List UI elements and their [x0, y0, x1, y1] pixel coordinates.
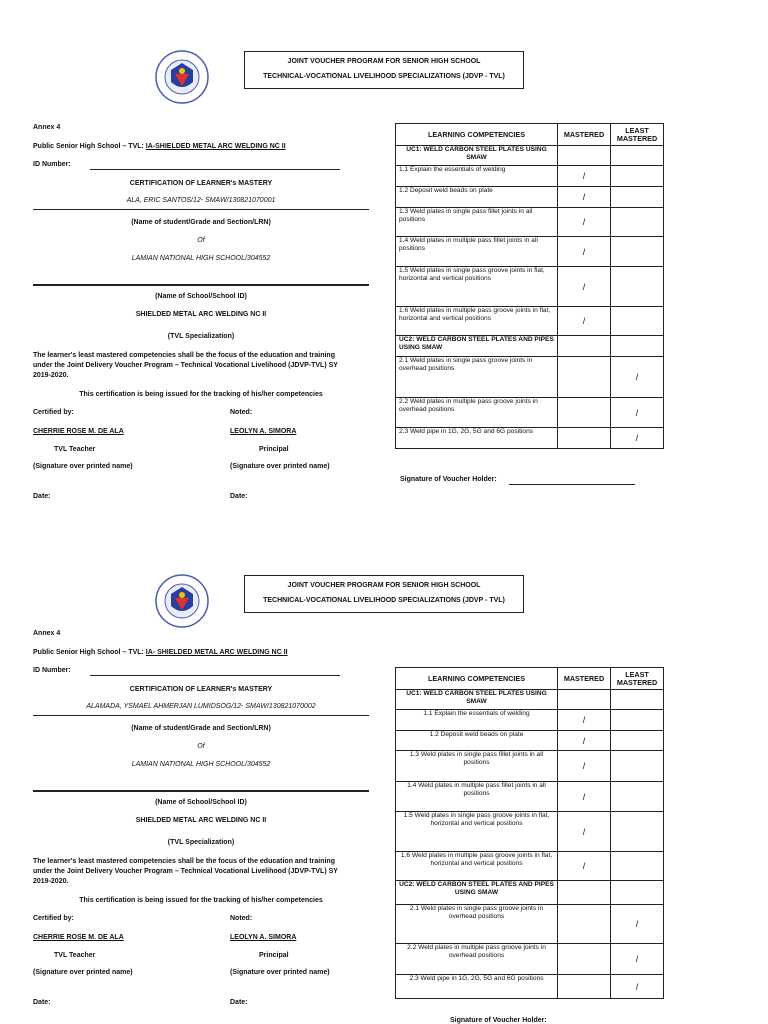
program-title-line1: JOINT VOUCHER PROGRAM FOR SENIOR HIGH SCHOOL	[287, 582, 481, 589]
teacher-date-label: Date:	[33, 999, 51, 1006]
competency-row: 1.5 Weld plates in single pass groove joints in flat, horizontal and vertical positions	[396, 267, 558, 307]
school-line	[33, 790, 369, 792]
teacher-role: TVL Teacher	[54, 952, 96, 959]
least-mastered-check: /	[611, 975, 664, 999]
least-mastered-check: /	[611, 357, 664, 398]
annex-label: Annex 4	[33, 124, 61, 131]
annex-label: Annex 4	[33, 630, 61, 637]
competency-row: 2.1 Weld plates in single pass groove joints in overhead positions	[396, 357, 558, 398]
student-name: ALAMADA, YSMAEL AHMERJAN LUMIDSOG/12- SMAW/130821070002	[86, 703, 316, 710]
id-number-label: ID Number:	[33, 667, 71, 674]
specialization-name: SHIELDED METAL ARC WELDING NC II	[135, 817, 267, 824]
least-mastered-check: /	[611, 398, 664, 428]
competency-row: 2.3 Weld pipe in 1G, 2G, 5G and 6G positions	[396, 975, 558, 999]
competency-row: 1.3 Weld plates in single pass fillet joints in all positions	[396, 751, 558, 782]
specialization-caption: (TVL Specialization)	[167, 333, 235, 340]
teacher-sig-caption: (Signature over printed name)	[33, 969, 133, 976]
col-mastered: MASTERED	[558, 668, 611, 690]
tracking-paragraph: This certification is being issued for the tracking of his/her competencies	[79, 897, 323, 904]
competency-row: 2.2 Weld plates in multiple pass groove joints in overhead positions	[396, 398, 558, 428]
noted-label: Noted:	[230, 409, 253, 416]
competency-row: 1.4 Weld plates in multiple pass fillet joints in all positions	[396, 237, 558, 267]
principal-sig-caption: (Signature over printed name)	[230, 463, 330, 470]
competency-row: 1.1 Explain the essentials of welding	[396, 710, 558, 731]
school-name: LAMIAN NATIONAL HIGH SCHOOL/304552	[131, 761, 271, 768]
col-least-mastered: LEAST MASTERED	[611, 668, 664, 690]
school-caption: (Name of School/School ID)	[155, 799, 247, 806]
program-title-line2: TECHNICAL-VOCATIONAL LIVELIHOOD SPECIALIZATIONS (JDVP - TVL)	[263, 597, 505, 604]
principal-role: Principal	[259, 952, 289, 959]
uc1-header: UC1: WELD CARBON STEEL PLATES USING SMAW	[396, 146, 558, 166]
uc1-header: UC1: WELD CARBON STEEL PLATES USING SMAW	[396, 690, 558, 710]
col-mastered: MASTERED	[558, 124, 611, 146]
cert-title: CERTIFICATION OF LEARNER's MASTERY	[129, 180, 273, 187]
competency-row: 1.3 Weld plates in single pass fillet joints in all positions	[396, 208, 558, 237]
teacher-sig-caption: (Signature over printed name)	[33, 463, 133, 470]
col-competencies: LEARNING COMPETENCIES	[396, 124, 558, 146]
student-name: ALA, ERIC SANTOS/12- SMAW/130821070001	[126, 197, 276, 204]
competency-row: 1.6 Weld plates in multiple pass groove joints in flat, horizontal and vertical positions	[396, 307, 558, 336]
principal-date-label: Date:	[230, 999, 248, 1006]
mastered-check: /	[558, 852, 611, 881]
student-line	[33, 715, 369, 716]
school-name: LAMIAN NATIONAL HIGH SCHOOL/304552	[131, 255, 271, 262]
mastered-check: /	[558, 187, 611, 208]
specialization-name: SHIELDED METAL ARC WELDING NC II	[135, 311, 267, 318]
teacher-date-label: Date:	[33, 493, 51, 500]
school-caption: (Name of School/School ID)	[155, 293, 247, 300]
name-caption: (Name of student/Grade and Section/LRN)	[131, 219, 271, 226]
voucher-holder-signature	[450, 1017, 547, 1024]
competency-row: 2.3 Weld pipe in 1G, 2G, 5G and 6G positions	[396, 428, 558, 449]
id-number-label: ID Number:	[33, 161, 71, 168]
tracking-paragraph: This certification is being issued for the tracking of his/her competencies	[79, 391, 323, 398]
competency-row: 1.6 Weld plates in multiple pass groove joints in flat, horizontal and vertical positions	[396, 852, 558, 881]
principal-name: LEOLYN A. SIMORA	[230, 934, 297, 941]
deped-seal-icon	[155, 574, 209, 628]
mastered-check: /	[558, 812, 611, 852]
mastered-check: /	[558, 307, 611, 336]
specialization-link: IA- SHIELDED METAL ARC WELDING NC II	[145, 649, 288, 656]
mastered-check: /	[558, 782, 611, 812]
principal-date-label: Date:	[230, 493, 248, 500]
competency-row: 1.1 Explain the essentials of welding	[396, 166, 558, 187]
teacher-name: CHERRIE ROSE M. DE ALA	[33, 428, 124, 435]
certified-by-label: Certified by:	[33, 915, 74, 922]
specialization-caption: (TVL Specialization)	[167, 839, 235, 846]
competency-row: 2.2 Weld plates in multiple pass groove joints in overhead positions	[396, 944, 558, 975]
col-least-mastered: LEAST MASTERED	[611, 124, 664, 146]
voucher-sig-label: Signature of Voucher Holder:	[400, 476, 497, 483]
mastered-check: /	[558, 731, 611, 751]
school-prefix: Public Senior High School – TVL:	[33, 143, 146, 150]
competency-row: 1.2 Deposit weld beads on plate	[396, 187, 558, 208]
focus-paragraph: The learner's least mastered competencies shall be the focus of the education and training under the Joint Delivery Voucher Program – Technical Vocational Livelihood (JDVP-TVL) SY 2019-2020.	[33, 858, 338, 885]
certified-by-label: Certified by:	[33, 409, 74, 416]
mastered-check: /	[558, 208, 611, 237]
teacher-role: TVL Teacher	[54, 446, 96, 453]
teacher-name: CHERRIE ROSE M. DE ALA	[33, 934, 124, 941]
of-label: Of	[197, 237, 205, 244]
competency-row: 1.5 Weld plates in single pass groove joints in flat, horizontal and vertical positions	[396, 812, 558, 852]
principal-sig-caption: (Signature over printed name)	[230, 969, 330, 976]
of-label: Of	[197, 743, 205, 750]
principal-role: Principal	[259, 446, 289, 453]
focus-paragraph: The learner's least mastered competencies shall be the focus of the education and training under the Joint Delivery Voucher Program – Technical Vocational Livelihood (JDVP-TVL) SY 2019-2020.	[33, 352, 338, 379]
least-mastered-check: /	[611, 428, 664, 449]
cert-title: CERTIFICATION OF LEARNER's MASTERY	[129, 686, 273, 693]
program-title-line1: JOINT VOUCHER PROGRAM FOR SENIOR HIGH SCHOOL	[287, 58, 481, 65]
id-number-line	[90, 675, 340, 676]
mastered-check: /	[558, 237, 611, 267]
noted-label: Noted:	[230, 915, 253, 922]
uc2-header: UC2: WELD CARBON STEEL PLATES AND PIPES USING SMAW	[396, 336, 558, 357]
competency-row: 1.4 Weld plates in multiple pass fillet joints in all positions	[396, 782, 558, 812]
school-specialization-line	[33, 649, 288, 656]
least-mastered-check: /	[611, 905, 664, 944]
voucher-sig-label: Signature of Voucher Holder:	[450, 1017, 547, 1024]
program-title-box	[244, 575, 524, 613]
col-competencies: LEARNING COMPETENCIES	[396, 668, 558, 690]
program-title-line2: TECHNICAL-VOCATIONAL LIVELIHOOD SPECIALIZATIONS (JDVP - TVL)	[263, 73, 505, 80]
mastered-check: /	[558, 166, 611, 187]
mastered-check: /	[558, 710, 611, 731]
mastered-check: /	[558, 267, 611, 307]
specialization-link: IA-SHIELDED METAL ARC WELDING NC II	[145, 143, 286, 150]
name-caption: (Name of student/Grade and Section/LRN)	[131, 725, 271, 732]
least-mastered-check: /	[611, 944, 664, 975]
uc2-header: UC2: WELD CARBON STEEL PLATES AND PIPES USING SMAW	[396, 881, 558, 905]
competency-table	[395, 667, 664, 999]
competency-row: 2.1 Weld plates in single pass groove joints in overhead positions	[396, 905, 558, 944]
mastered-check: /	[558, 751, 611, 782]
principal-name: LEOLYN A. SIMORA	[230, 428, 297, 435]
school-prefix: Public Senior High School – TVL:	[33, 649, 146, 656]
competency-row: 1.2 Deposit weld beads on plate	[396, 731, 558, 751]
